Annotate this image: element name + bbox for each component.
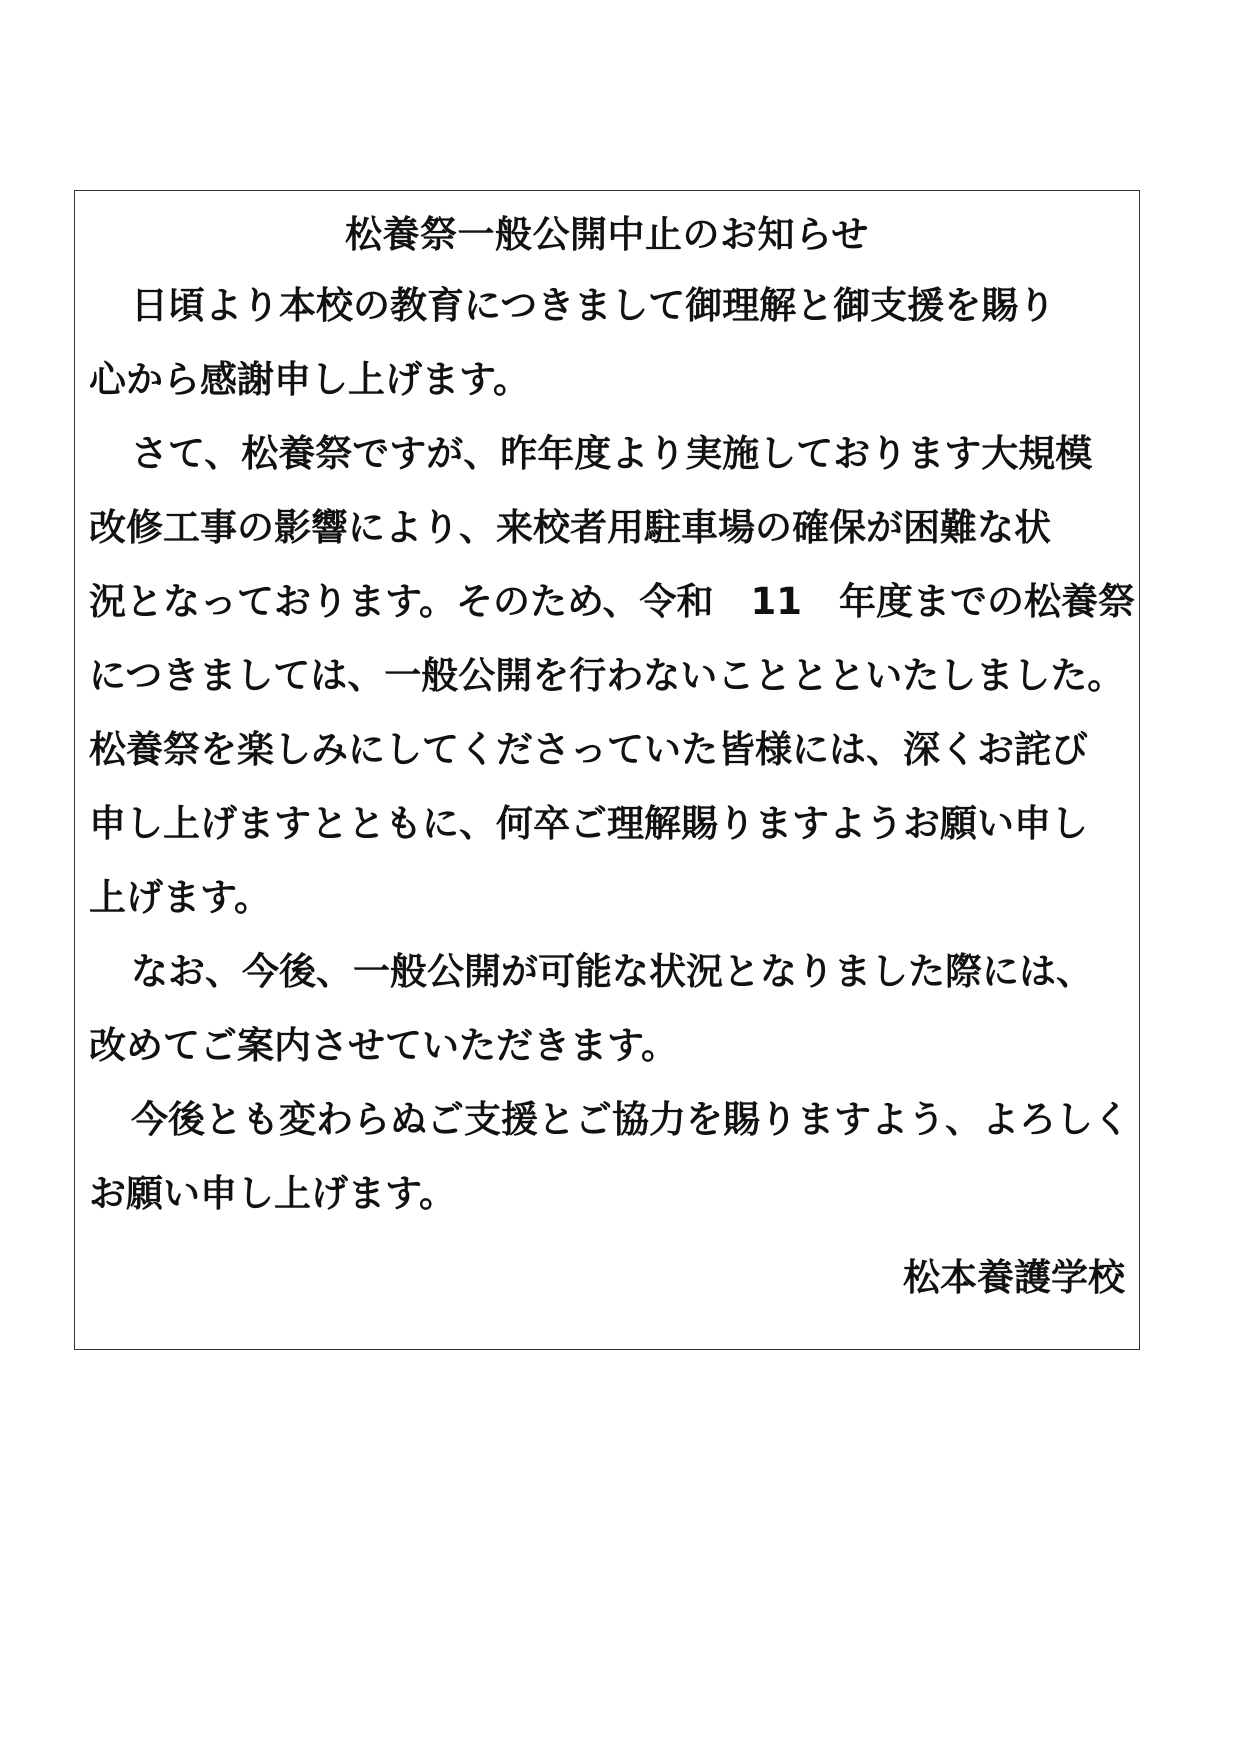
body-line-5: 況となっております。そのため、令和 11 年度までの松養祭 [89,580,1136,623]
body-line-8: 申し上げますとともに、何卒ご理解賜りますようお願い申し [89,802,1088,845]
body-line-9: 上げます。 [89,876,272,919]
body-line-10: なお、今後、一般公開が可能な状況となりました際には、 [131,950,1093,993]
body-line-13: お願い申し上げます。 [89,1172,457,1215]
body-line-7: 松養祭を楽しみにしてくださっていた皆様には、深くお詫び [89,728,1088,771]
body-line-12: 今後とも変わらぬご支援とご協力を賜りますよう、よろしく [131,1098,1130,1141]
body-line-3: さて、松養祭ですが、昨年度より実施しております大規模 [131,432,1093,475]
body-line-11: 改めてご案内させていただきます。 [89,1024,679,1067]
body-line-2: 心から感謝申し上げます。 [89,358,531,401]
body-line-1: 日頃より本校の教育につきまして御理解と御支援を賜り [131,284,1056,327]
notice-title: 松養祭一般公開中止のお知らせ [345,213,869,256]
signature-school-name: 松本養護学校 [903,1256,1125,1299]
notice-box [74,190,1140,1350]
body-line-4: 改修工事の影響により、来校者用駐車場の確保が困難な状 [89,506,1051,549]
body-line-6: につきましては、一般公開を行わないこととといたしました。 [89,654,1125,697]
